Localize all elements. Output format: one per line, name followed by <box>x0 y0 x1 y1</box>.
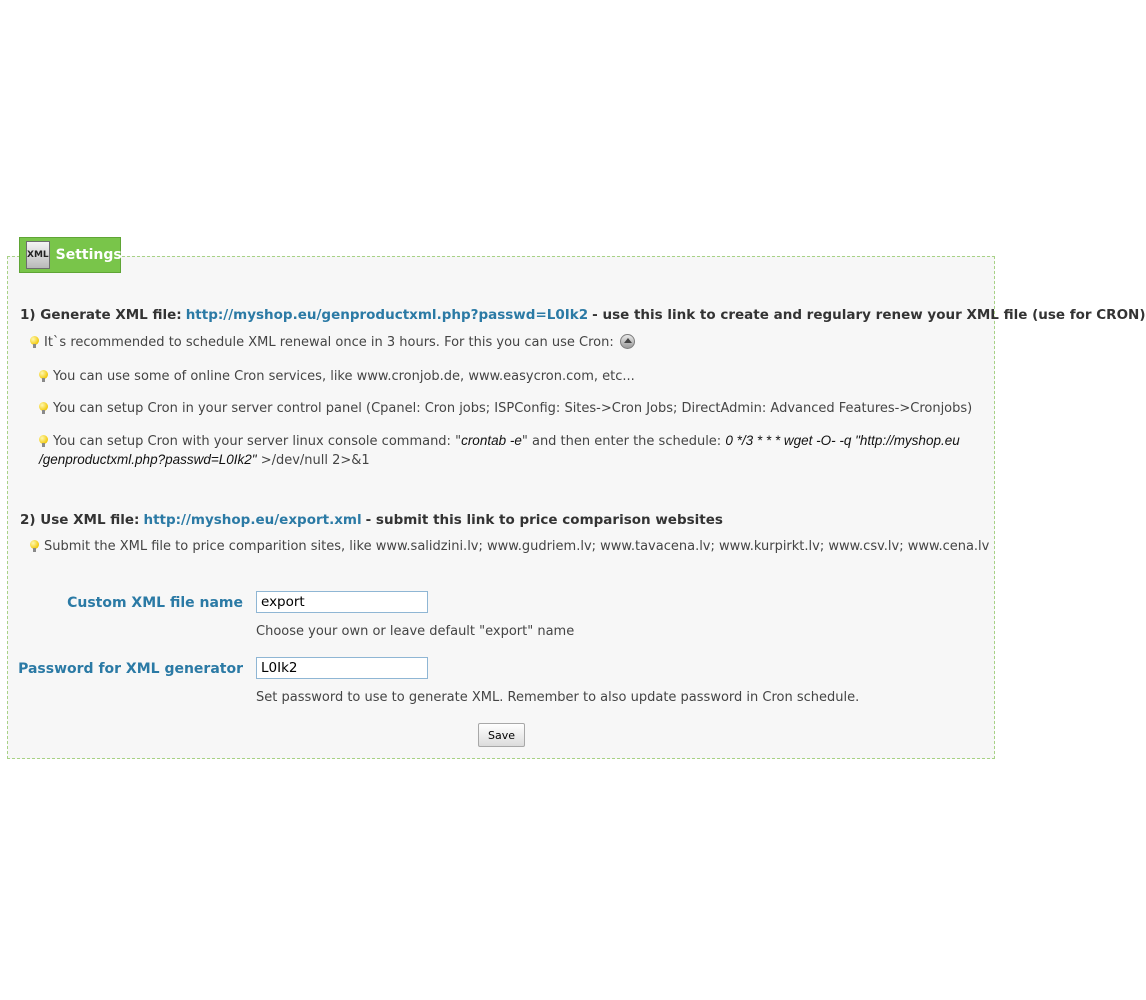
lightbulb-icon <box>30 336 39 348</box>
cron-subtip-console <box>39 433 960 449</box>
filename-hint: Choose your own or leave default "export" name <box>256 624 575 639</box>
cron-subtip-online-text: You can use some of online Cron services, like www.cronjob.de, www.easycron.com, etc... <box>53 369 635 384</box>
password-input[interactable] <box>256 657 428 679</box>
cron-tip <box>30 334 635 350</box>
settings-panel <box>7 256 1146 759</box>
password-label: Password for XML generator <box>18 661 243 677</box>
section-generate-desc: - use this link to create and regulary renew your XML file (use for CRON) <box>592 307 1146 323</box>
cron-tip-text: It`s recommended to schedule XML renewal once in 3 hours. For this you can use Cron: <box>44 335 614 350</box>
lightbulb-icon <box>30 540 39 552</box>
console-tip-mid: " and then enter the schedule: <box>521 434 726 449</box>
cron-subtip-panel <box>39 401 972 416</box>
export-xml-link[interactable]: http://myshop.eu/export.xml <box>143 512 362 528</box>
section-use-desc: - submit this link to price comparison websites <box>365 512 723 528</box>
settings-tab[interactable] <box>19 237 121 273</box>
cron-schedule-suffix: >/dev/null 2>&1 <box>256 453 370 468</box>
section-use-title: 2) Use XML file: <box>20 512 140 528</box>
password-hint: Set password to use to generate XML. Remember to also update password in Cron schedule. <box>256 690 860 705</box>
cron-schedule-line2: /genproductxml.php?passwd=L0Ik2" <box>39 452 257 467</box>
cron-subtip-panel-text: You can setup Cron in your server control panel (Cpanel: Cron jobs; ISPConfig: Sites->Cron Jobs; DirectAdmin: Advanced Features->Cronjobs) <box>53 401 973 416</box>
section-generate-title: 1) Generate XML file: <box>20 307 182 323</box>
cron-schedule-line1: 0 */3 * * * wget -O- -q "http://myshop.eu <box>725 433 960 448</box>
console-tip-prefix: You can setup Cron with your server linux console command: " <box>53 434 462 449</box>
collapse-toggle-icon[interactable] <box>620 334 635 349</box>
section-generate-xml <box>20 307 1146 323</box>
save-button[interactable]: Save <box>478 723 525 747</box>
settings-tab-label: Settings <box>55 247 122 263</box>
cron-subtip-console-cont <box>39 452 370 468</box>
generate-xml-link[interactable]: http://myshop.eu/genproductxml.php?passwd=L0Ik2 <box>185 307 589 323</box>
console-command: crontab -e <box>461 433 522 448</box>
lightbulb-icon <box>39 402 48 414</box>
lightbulb-icon <box>39 370 48 382</box>
filename-input[interactable] <box>256 591 428 613</box>
cron-subtip-online <box>39 369 635 384</box>
section-use-xml <box>20 512 723 528</box>
xml-file-icon: XML <box>26 241 50 269</box>
filename-label: Custom XML file name <box>67 595 243 611</box>
lightbulb-icon <box>39 435 48 447</box>
price-sites-tip <box>30 539 989 554</box>
price-sites-tip-text: Submit the XML file to price comparition sites, like www.salidzini.lv; www.gudriem.lv; www.tavacena.lv; www.kurpirkt.lv; www.csv.lv; www.cena.lv <box>44 539 990 554</box>
